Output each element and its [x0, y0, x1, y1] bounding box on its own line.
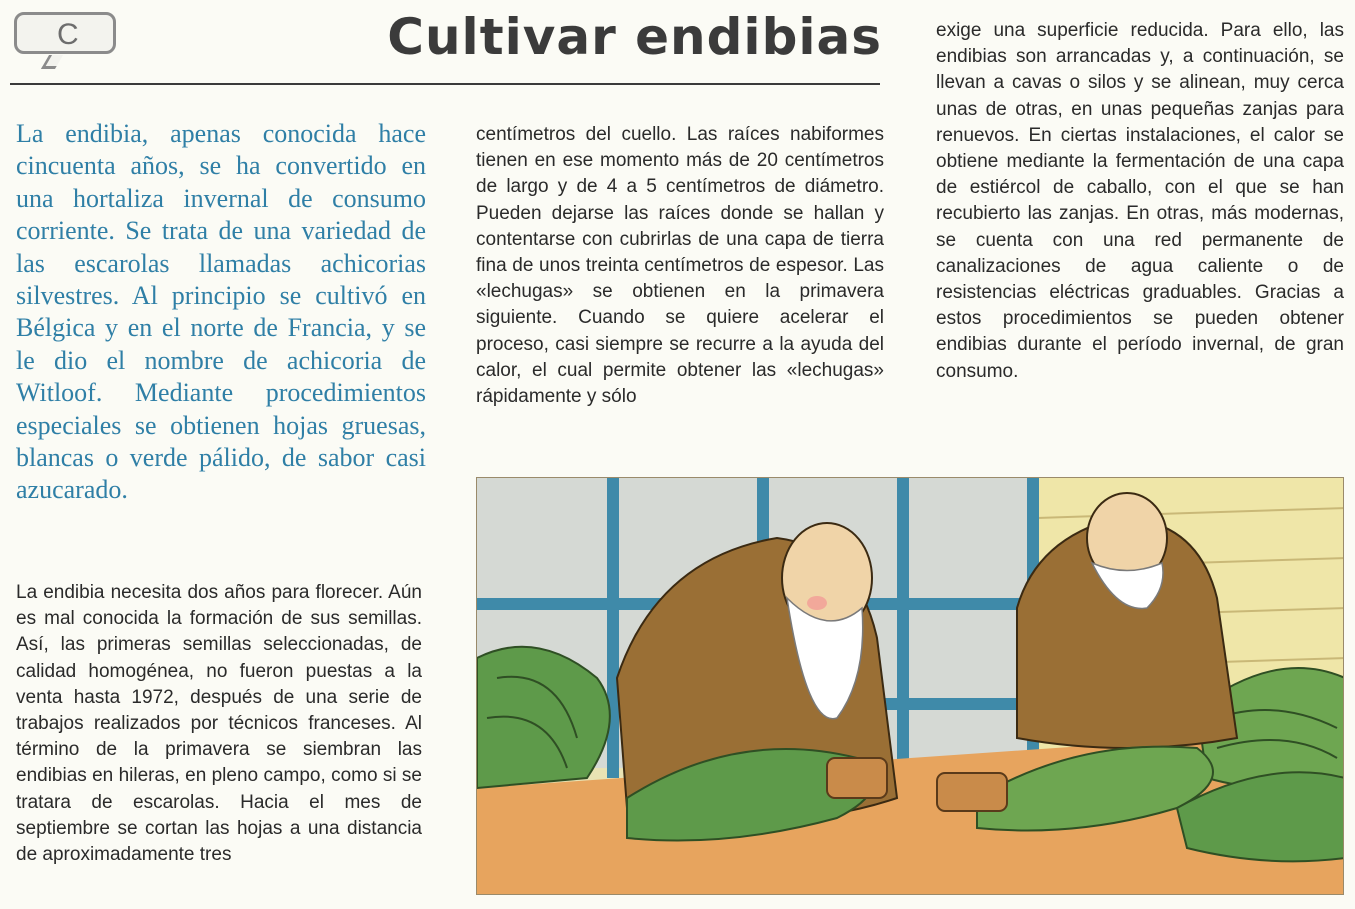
bundle-tie-left [827, 758, 887, 798]
body-column-2 [476, 122, 884, 410]
badge-tail [41, 55, 63, 69]
body-column-3 [936, 18, 1344, 385]
title-rule [10, 83, 880, 85]
monks-sorting-endives-illustration [476, 477, 1344, 895]
lead-text: La endibia, apenas conocida hace cincuenta años, se ha convertido en una hortaliza invernal de consumo corriente. Se trata de una variedad de las escarolas llamadas achicorias silvestres. Al principio se cultivó en Bélgica y en el norte de Francia, y se le dio el nombre de achicoria de Witloof. Mediante procedimientos especiales se obtienen hojas gruesas, blancas o verde pálido, de sabor casi azucarado. [16, 119, 426, 505]
section-letter: C [57, 18, 79, 51]
body-text-3: exige una superficie reducida. Para ello, las endibias son arrancadas y, a continuación, se llevan a cavas o silos y se alinean, muy cerca unas de otras, en unas pequeñas zanjas para renuevos. En ciertas instalaciones, el calor se obtiene mediante la fermentación de una capa de estiércol de caballo, con el que se han recubierto las zanjas. En otras, más modernas, se cuenta con una red permanente de canalizaciones de agua caliente o de resistencias eléctricas graduables. Gracias a estos procedimientos se pueden obtener endibias durante el período invernal, de gran consumo. [936, 20, 1344, 382]
body-column-1 [16, 580, 422, 868]
body-text-1: La endibia necesita dos años para florecer. Aún es mal conocida la formación de sus semillas. Así, las primeras semillas seleccionadas, de calidad homogénea, no fueron puestas a la venta hasta 1972, después de una serie de trabajos realizados por técnicos franceses. Al término de la primavera se siembran las endibias en hileras, en pleno campo, como si se tratara de escarolas. Hacia el mes de septiembre se cortan las hojas a una distancia de aproximadamente tres [16, 582, 422, 866]
lead-paragraph [16, 118, 426, 507]
illustration-svg [477, 478, 1344, 895]
body-text-2: centímetros del cuello. Las raíces nabiformes tienen en ese momento más de 20 centímetros de largo y de 4 a 5 centímetros de diámetro. Pueden dejarse las raíces donde se hallan y contentarse con cubrirlas de una capa de tierra fina de unos treinta centímetros de espesor. Las «lechugas» se obtienen en la primavera siguiente. Cuando se quiere acelerar el proceso, casi siempre se recurre a la ayuda del calor, el cual permite obtener las «lechugas» rápidamente y sólo [476, 124, 884, 408]
section-badge [14, 12, 116, 54]
page-title: Cultivar endibias [387, 8, 882, 66]
bundle-tie-right [937, 773, 1007, 811]
